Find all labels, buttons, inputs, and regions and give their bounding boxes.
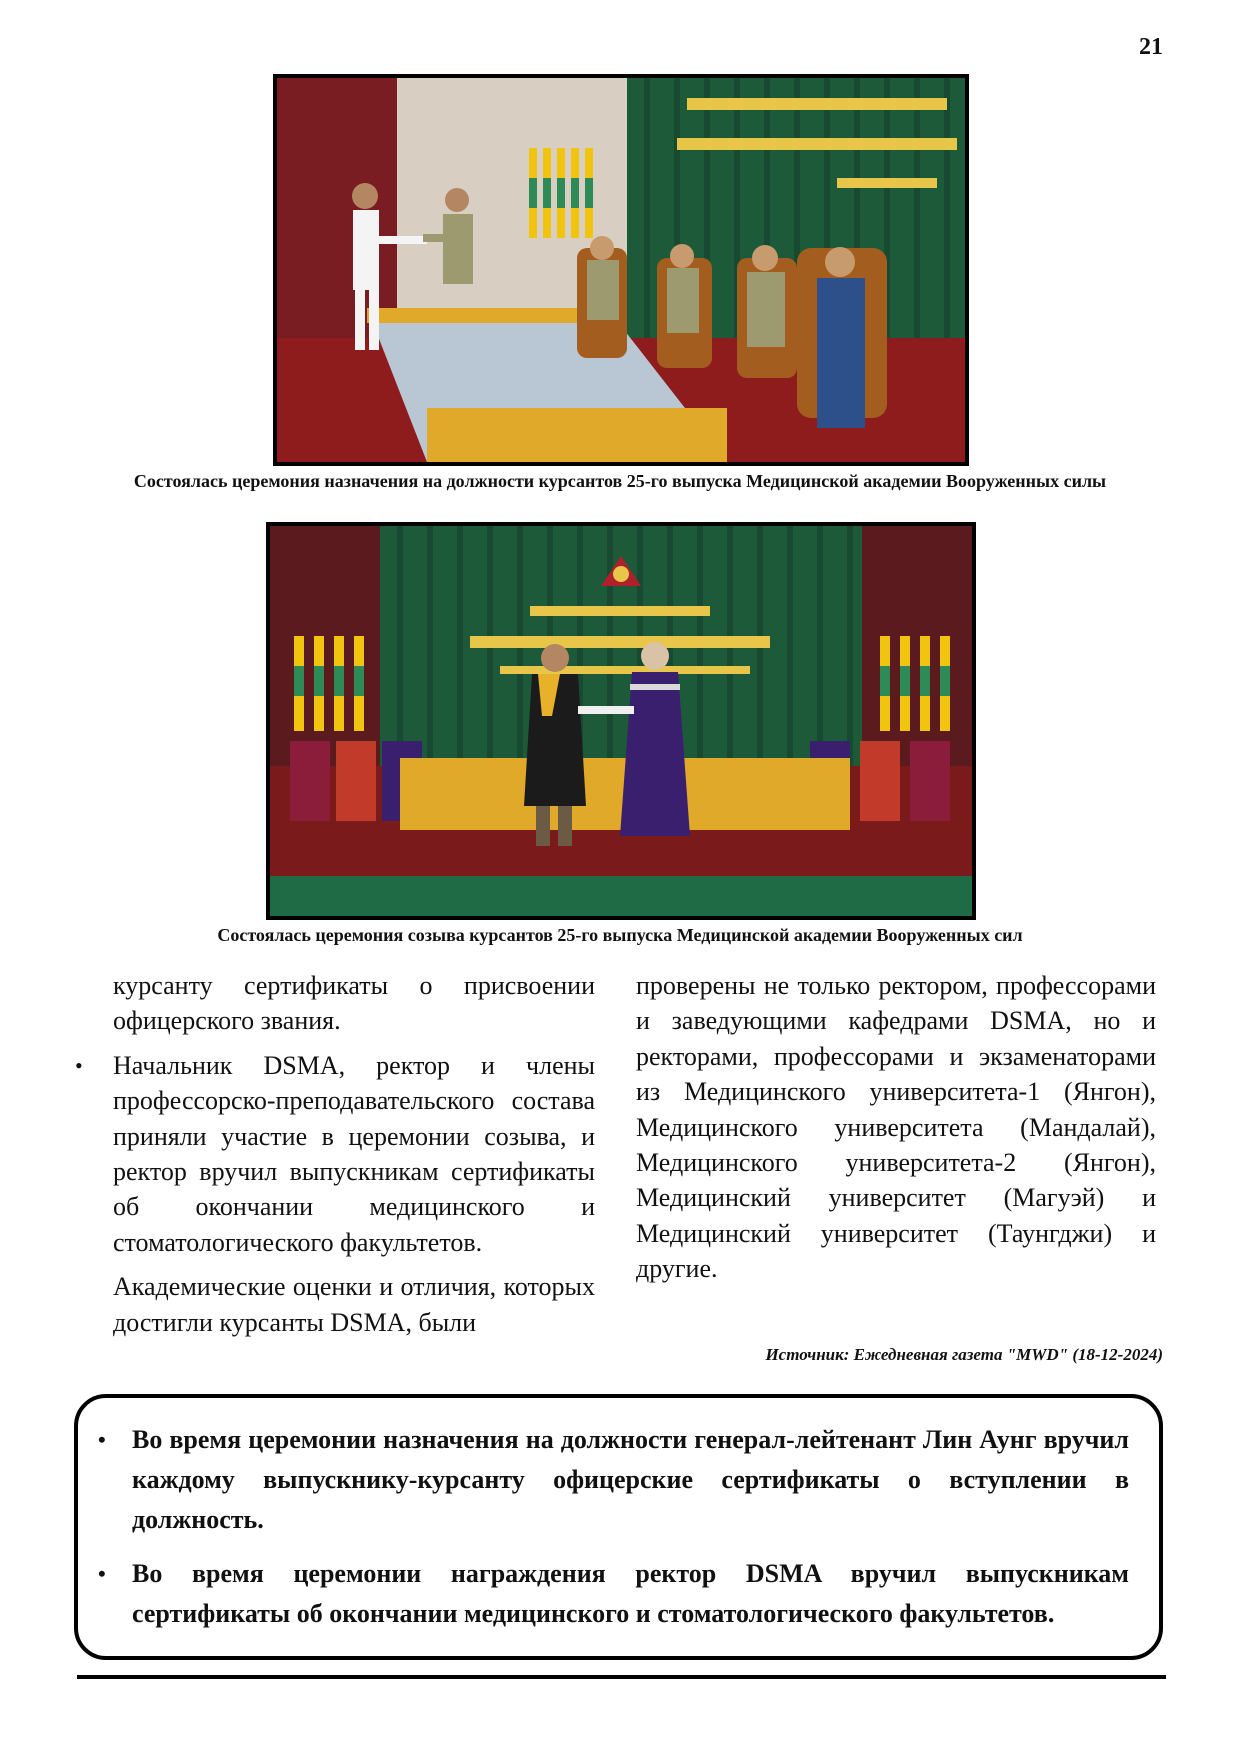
photo-caption-convocation: Состоялась церемония созыва курсантов 25-го выпуска Медицинской академии Вооруженных сил (217, 925, 1023, 945)
photo-caption-commissioning: Состоялась церемония назначения на должности курсантов 25-го выпуска Медицинской академии Вооруженных силы (133, 471, 1107, 491)
convocation-photo-illustration (270, 526, 972, 916)
bullet-icon: • (98, 1561, 106, 1586)
body-paragraph-text: Академические оценки и отличия, которых достигли курсанты DSMA, были (113, 1272, 595, 1337)
summary-item (98, 1420, 1129, 1540)
body-paragraph: курсанту сертификаты о присвоении офицерского звания. (113, 971, 595, 1036)
body-paragraph (113, 1269, 595, 1340)
footer-divider (77, 1675, 1166, 1679)
body-paragraph: проверены не только ректором, профессорами и заведующими кафедрами DSMA, но и ректорами, профессорами и экзаменаторами из Медицинского университета-1 (Янгон), Медицинского университета (Мандалай), Медицинского университета-2 (Янгон), Медицинский университет (Магуэй) и Медицинский университет (Таунгджи) и другие. (636, 971, 1156, 1284)
summary-item (98, 1554, 1129, 1634)
summary-box (74, 1394, 1163, 1660)
photo-convocation-ceremony (266, 522, 976, 920)
bullet-icon: • (75, 1052, 83, 1078)
source-credit: Источник: Ежедневная газета "MWD" (18-12-2024) (765, 1345, 1163, 1364)
body-column-left (75, 968, 595, 1340)
page-number: 21 (1139, 34, 1163, 60)
body-bullet-paragraph (75, 1048, 595, 1260)
commissioning-photo-illustration (277, 78, 965, 462)
body-column-right (636, 968, 1156, 1287)
summary-list (98, 1420, 1129, 1634)
summary-item-text: Во время церемонии назначения на должности генерал-лейтенант Лин Аунг вручил каждому выпускнику-курсанту офицерские сертификаты о вступлении в должность. (132, 1425, 1129, 1534)
photo-commissioning-ceremony (273, 74, 969, 466)
body-bullet-text: Начальник DSMA, ректор и члены профессорско-преподавательского состава приняли участие в церемонии созыва, и ректор вручил выпускникам сертификаты об окончании медицинского и стоматологического факультетов. (113, 1050, 595, 1257)
summary-item-text: Во время церемонии награждения ректор DSMA вручил выпускникам сертификаты об окончании медицинского и стоматологического факультетов. (132, 1559, 1129, 1628)
bullet-icon: • (98, 1427, 106, 1452)
